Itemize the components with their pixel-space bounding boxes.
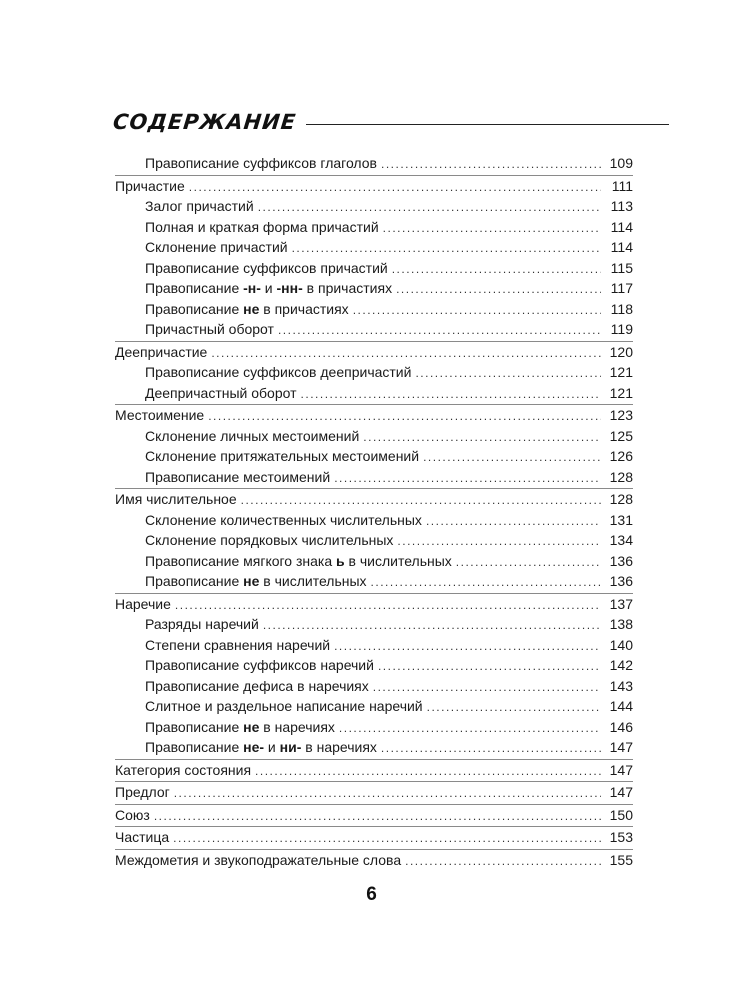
dot-leader — [241, 490, 601, 511]
toc-entry-page: 136 — [609, 573, 633, 589]
toc-chapter-entry — [115, 782, 633, 803]
toc-entry-title: Наречие — [115, 595, 171, 612]
toc-entry-page: 117 — [610, 280, 633, 296]
toc-chapter-entry — [115, 760, 633, 781]
toc-chapter-entry — [115, 827, 633, 848]
dot-leader — [154, 806, 601, 827]
dot-leader — [405, 851, 601, 872]
toc-subsection-entry — [115, 676, 633, 697]
toc-subsection-entry — [115, 571, 633, 592]
toc-section — [115, 594, 633, 760]
dot-leader — [423, 447, 601, 468]
toc-entry-title: Залог причастий — [145, 198, 254, 214]
dot-leader — [278, 320, 601, 341]
dot-leader — [363, 427, 601, 448]
toc-subsection-entry — [115, 237, 633, 258]
dot-leader — [189, 177, 601, 198]
toc-entry-title: Склонение причастий — [145, 239, 288, 255]
table-of-contents — [115, 153, 633, 871]
contents-title: СОДЕРЖАНИЕ — [111, 110, 298, 134]
dot-leader — [383, 218, 601, 239]
toc-entry-page: 142 — [609, 657, 633, 673]
toc-entry-page: 111 — [611, 177, 633, 194]
dot-leader — [211, 343, 601, 364]
toc-section — [115, 850, 633, 872]
toc-entry-page: 121 — [609, 364, 633, 380]
toc-entry-page: 147 — [609, 739, 633, 755]
toc-entry-page: 147 — [609, 761, 633, 778]
dot-leader — [255, 761, 601, 782]
dot-leader — [381, 738, 601, 759]
dot-leader — [456, 552, 601, 573]
toc-entry-title: Частица — [115, 829, 170, 845]
toc-entry-title: Полная и краткая форма причастий — [145, 218, 379, 235]
toc-entry-page: 150 — [609, 806, 633, 823]
toc-subsection-entry — [115, 426, 633, 447]
toc-entry-page: 114 — [610, 239, 633, 255]
toc-entry-page: 140 — [609, 636, 633, 653]
toc-subsection-entry — [115, 299, 633, 320]
toc-subsection-entry — [115, 319, 633, 340]
toc-entry-title: Склонение личных местоимений — [145, 427, 360, 444]
toc-subsection-entry — [115, 196, 633, 217]
dot-leader — [353, 300, 601, 321]
dot-leader — [301, 384, 601, 405]
dot-leader — [334, 468, 601, 489]
toc-entry-page: 115 — [610, 259, 633, 276]
toc-chapter-entry — [115, 850, 633, 871]
toc-chapter-entry — [115, 594, 633, 615]
dot-leader — [371, 572, 601, 593]
dot-leader — [381, 154, 601, 175]
toc-entry-title: Склонение порядковых числительных — [145, 532, 394, 548]
dot-leader — [392, 259, 601, 280]
toc-entry-page: 155 — [609, 851, 633, 868]
toc-subsection-entry — [115, 383, 633, 404]
toc-chapter-entry — [115, 342, 633, 363]
dot-leader — [396, 279, 601, 300]
toc-subsection-entry — [115, 635, 633, 656]
toc-entry-page: 143 — [609, 677, 633, 694]
toc-entry-page: 147 — [609, 784, 633, 800]
dot-leader — [208, 406, 601, 427]
page-number: 6 — [366, 884, 377, 905]
toc-entry-page: 146 — [609, 718, 633, 735]
toc-entry-title: Правописание суффиксов деепричастий — [145, 364, 412, 380]
toc-entry-title: Предлог — [115, 784, 170, 800]
toc-entry-page: 114 — [610, 218, 633, 235]
toc-entry-page: 138 — [609, 616, 633, 632]
toc-entry-title: Междометия и звукоподражательные слова — [115, 851, 402, 868]
toc-section — [115, 782, 633, 805]
toc-subsection-entry — [115, 696, 633, 717]
toc-section — [115, 153, 633, 176]
toc-entry-title: Правописание суффиксов наречий — [145, 657, 374, 673]
toc-entry-title: Слитное и раздельное написание наречий — [145, 698, 423, 714]
toc-subsection-entry — [115, 737, 633, 758]
dot-leader — [415, 363, 601, 384]
toc-entry-title: Правописание -н- и -нн- в причастиях — [145, 280, 393, 296]
toc-entry-page: 144 — [609, 698, 633, 714]
toc-entry-page: 109 — [609, 155, 633, 171]
toc-entry-page: 118 — [610, 300, 633, 317]
dot-leader — [397, 531, 601, 552]
toc-subsection-entry — [115, 446, 633, 467]
dot-leader — [339, 718, 601, 739]
dot-leader — [427, 697, 601, 718]
toc-entry-title: Причастие — [115, 177, 185, 194]
toc-chapter-entry — [115, 176, 633, 197]
toc-chapter-entry — [115, 805, 633, 826]
dot-leader — [258, 197, 601, 218]
toc-chapter-entry — [115, 489, 633, 510]
toc-entry-title: Правописание не- и ни- в наречиях — [145, 739, 377, 755]
toc-entry-page: 123 — [609, 407, 633, 423]
toc-entry-page: 120 — [609, 343, 633, 360]
toc-entry-title: Правописание не в причастиях — [145, 300, 349, 317]
dot-leader — [334, 636, 601, 657]
toc-entry-title: Правописание не в числительных — [145, 573, 367, 589]
toc-entry-page: 119 — [610, 321, 633, 337]
toc-subsection-entry — [115, 362, 633, 383]
toc-entry-page: 134 — [609, 532, 633, 548]
toc-section — [115, 760, 633, 783]
toc-subsection-entry — [115, 278, 633, 299]
toc-subsection-entry — [115, 258, 633, 279]
toc-section — [115, 827, 633, 850]
dot-leader — [292, 238, 601, 259]
toc-entry-title: Имя числительное — [115, 491, 237, 507]
heading-rule — [306, 124, 669, 125]
toc-section — [115, 805, 633, 828]
toc-entry-title: Деепричастный оборот — [145, 384, 297, 401]
toc-subsection-entry — [115, 655, 633, 676]
toc-entry-page: 153 — [609, 829, 633, 845]
contents-heading — [113, 101, 669, 133]
toc-entry-title: Причастный оборот — [145, 321, 274, 337]
toc-entry-page: 121 — [609, 384, 633, 401]
toc-section — [115, 405, 633, 489]
dot-leader — [263, 615, 601, 636]
toc-subsection-entry — [115, 510, 633, 531]
toc-subsection-entry — [115, 614, 633, 635]
toc-entry-page: 128 — [609, 468, 633, 485]
dot-leader — [173, 828, 601, 849]
toc-entry-page: 137 — [609, 595, 633, 612]
dot-leader — [426, 511, 601, 532]
dot-leader — [175, 595, 601, 616]
toc-entry-title: Склонение притяжательных местоимений — [145, 448, 420, 464]
dot-leader — [174, 783, 601, 804]
toc-entry-title: Категория состояния — [115, 761, 252, 778]
toc-entry-title: Правописание не в наречиях — [145, 718, 335, 735]
toc-entry-page: 136 — [609, 552, 633, 569]
toc-entry-page: 128 — [609, 491, 633, 507]
toc-subsection-entry — [115, 467, 633, 488]
toc-entry-page: 131 — [609, 511, 633, 528]
toc-entry-title: Правописание суффиксов причастий — [145, 259, 388, 276]
toc-entry-title: Склонение количественных числительных — [145, 511, 422, 528]
toc-entry-title: Союз — [115, 806, 150, 823]
toc-entry-title: Правописание дефиса в наречиях — [145, 677, 369, 694]
dot-leader — [378, 656, 601, 677]
toc-chapter-entry — [115, 405, 633, 426]
toc-entry-title: Деепричастие — [115, 343, 208, 360]
toc-entry-title: Правописание мягкого знака ь в числительных — [145, 552, 452, 569]
toc-subsection-entry — [115, 717, 633, 738]
toc-entry-title: Разряды наречий — [145, 616, 259, 632]
toc-entry-page: 113 — [610, 198, 633, 214]
toc-section — [115, 489, 633, 594]
toc-subsection-entry — [115, 551, 633, 572]
toc-entry-page: 126 — [609, 448, 633, 464]
dot-leader — [373, 677, 601, 698]
toc-entry-title: Правописание местоимений — [145, 468, 331, 485]
toc-section — [115, 342, 633, 406]
toc-subsection-entry — [115, 217, 633, 238]
toc-entry-title: Степени сравнения наречий — [145, 636, 331, 653]
toc-entry-page: 125 — [609, 427, 633, 444]
toc-subsection-entry — [115, 530, 633, 551]
toc-subsection-entry — [115, 153, 633, 174]
toc-section — [115, 176, 633, 342]
toc-entry-title: Местоимение — [115, 407, 205, 423]
toc-entry-title: Правописание суффиксов глаголов — [145, 155, 377, 171]
